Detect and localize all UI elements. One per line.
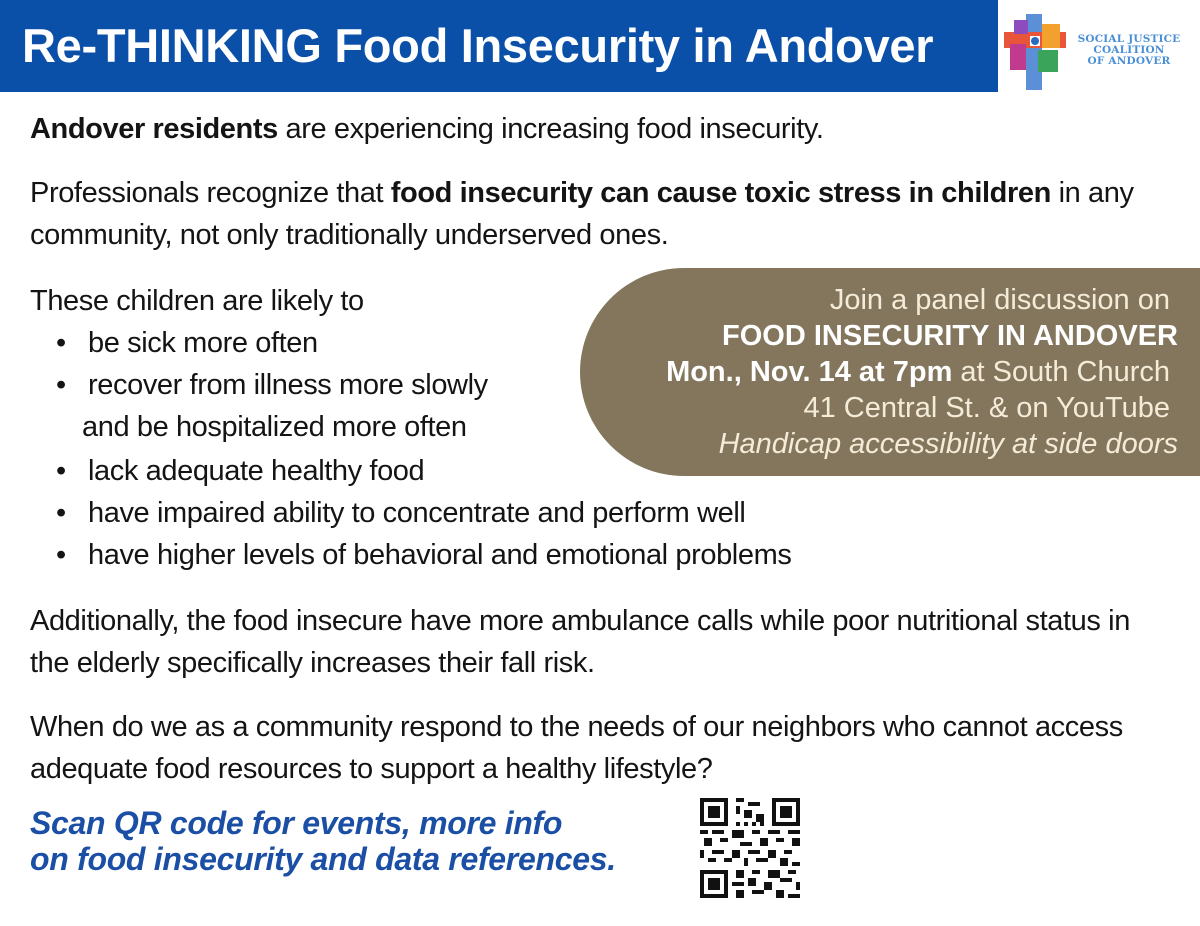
event-date-bold: Mon., Nov. 14 at 7pm xyxy=(666,356,953,388)
list-item-continuation: and be hospitalized more often xyxy=(82,411,467,443)
professionals-bold: food insecurity can cause toxic stress in children xyxy=(390,177,1051,209)
intro-rest: are experiencing increasing food insecurity. xyxy=(277,113,824,145)
list-item-text: have impaired ability to concentrate and perform well xyxy=(88,497,746,529)
event-intro: Join a panel discussion on xyxy=(829,284,1170,316)
logo-line-3: OF ANDOVER xyxy=(1087,55,1171,67)
list-item: • recover from illness more slowly xyxy=(56,369,488,401)
list-item-text: recover from illness more slowly xyxy=(88,369,488,401)
event-title xyxy=(722,318,1178,354)
professionals-paragraph xyxy=(30,172,1140,256)
event-datetime xyxy=(666,354,1170,390)
event-location: at South Church xyxy=(952,356,1170,388)
qr-line-2: on food insecurity and data references. xyxy=(30,841,616,877)
list-item: • have impaired ability to concentrate and perform well xyxy=(56,497,746,529)
event-accessibility-text: Handicap accessibility at side doors xyxy=(718,428,1178,460)
list-item-text: have higher levels of behavioral and emotional problems xyxy=(88,539,792,571)
list-item-text: lack adequate healthy food xyxy=(88,455,425,487)
page-title: Re-THINKING Food Insecurity in Andover xyxy=(22,19,934,72)
additionally-paragraph: Additionally, the food insecure have more ambulance calls while poor nutritional status in the elderly specifically increases their fall risk. xyxy=(30,605,1130,679)
list-item: • have higher levels of behavioral and emotional problems xyxy=(56,539,792,571)
list-item: • lack adequate healthy food xyxy=(56,455,425,487)
list-item: • be sick more often xyxy=(56,327,318,359)
list-item-text: be sick more often xyxy=(88,327,318,359)
children-lead: These children are likely to xyxy=(30,285,364,317)
hands-cross-logo-icon xyxy=(1000,10,1070,90)
professionals-rest: in any community, not only traditionally underserved ones. xyxy=(30,177,1134,251)
event-accessibility xyxy=(719,426,1178,462)
qr-code-icon[interactable] xyxy=(700,798,800,898)
qr-line-1: Scan QR code for events, more info xyxy=(30,805,563,841)
logo-line-1: SOCIAL JUSTICE xyxy=(1077,33,1181,45)
logo-text xyxy=(1064,34,1194,67)
header-bar xyxy=(0,0,998,92)
question-paragraph: When do we as a community respond to the needs of our neighbors who cannot access adequate food resources to support a healthy lifestyle? xyxy=(30,711,1123,785)
logo-line-2: COALITION xyxy=(1093,44,1165,56)
event-address: 41 Central St. & on YouTube xyxy=(803,392,1170,424)
qr-instructions xyxy=(30,805,616,877)
event-callout xyxy=(580,268,1200,476)
intro-bold: Andover residents xyxy=(30,113,278,145)
intro-paragraph xyxy=(30,108,824,150)
professionals-start: Professionals recognize that xyxy=(30,177,391,209)
event-title-text: FOOD INSECURITY IN ANDOVER xyxy=(722,320,1178,352)
